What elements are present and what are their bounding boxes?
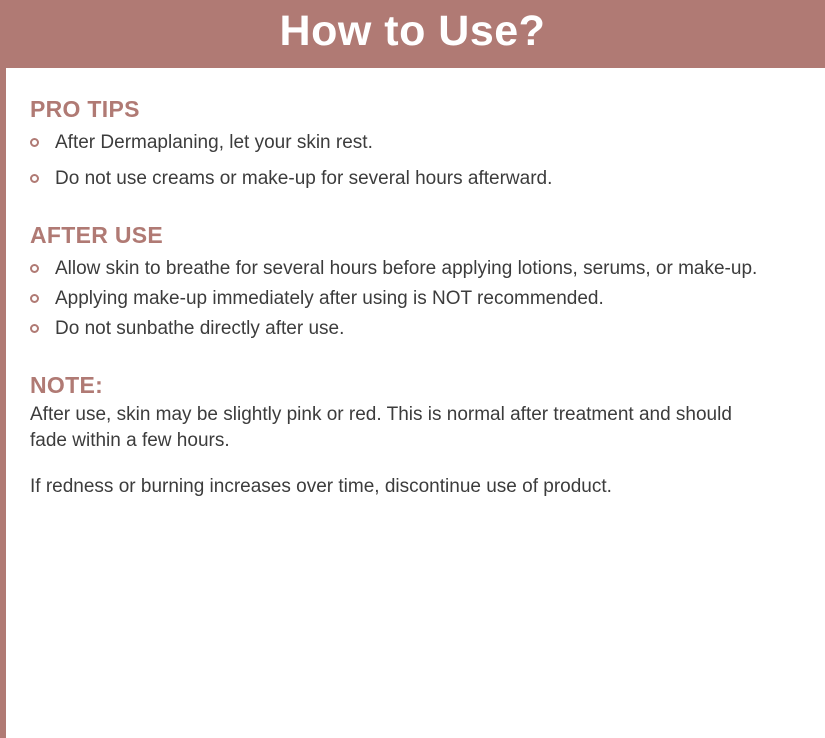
list-item [30,286,795,312]
content-area [6,68,825,738]
list-item-text: Allow skin to breathe for several hours before applying lotions, serums, or make-up. [55,257,758,279]
bullet-dot-icon [30,324,39,333]
list-item [30,130,795,156]
list-item-text: Do not sunbathe directly after use. [55,318,345,340]
bullet-dot-icon [30,174,39,183]
page-title: How to Use? [279,6,546,55]
list-item [30,166,795,192]
note-paragraph-2: If redness or burning increases over time, discontinue use of product. [30,476,612,498]
note-paragraph-1: After use, skin may be slightly pink or red. This is normal after treatment and should fade within a few hours. [30,403,732,452]
bullet-dot-icon [30,294,39,303]
list-item [30,256,795,282]
list-item-text: Do not use creams or make-up for several hours afterward. [55,167,553,189]
bullet-dot-icon [30,138,39,147]
section-heading-pro-tips: PRO TIPS [30,96,140,122]
list-item [30,316,795,342]
header-banner [0,0,825,68]
after-use-list [30,256,795,343]
section-heading-after-use: AFTER USE [30,222,164,249]
pro-tips-list [30,130,795,192]
bullet-dot-icon [30,264,39,273]
list-item-text: Applying make-up immediately after using is NOT recommended. [55,287,604,309]
list-item-text: After Dermaplaning, let your skin rest. [55,131,373,153]
section-heading-note: NOTE: [30,372,104,399]
